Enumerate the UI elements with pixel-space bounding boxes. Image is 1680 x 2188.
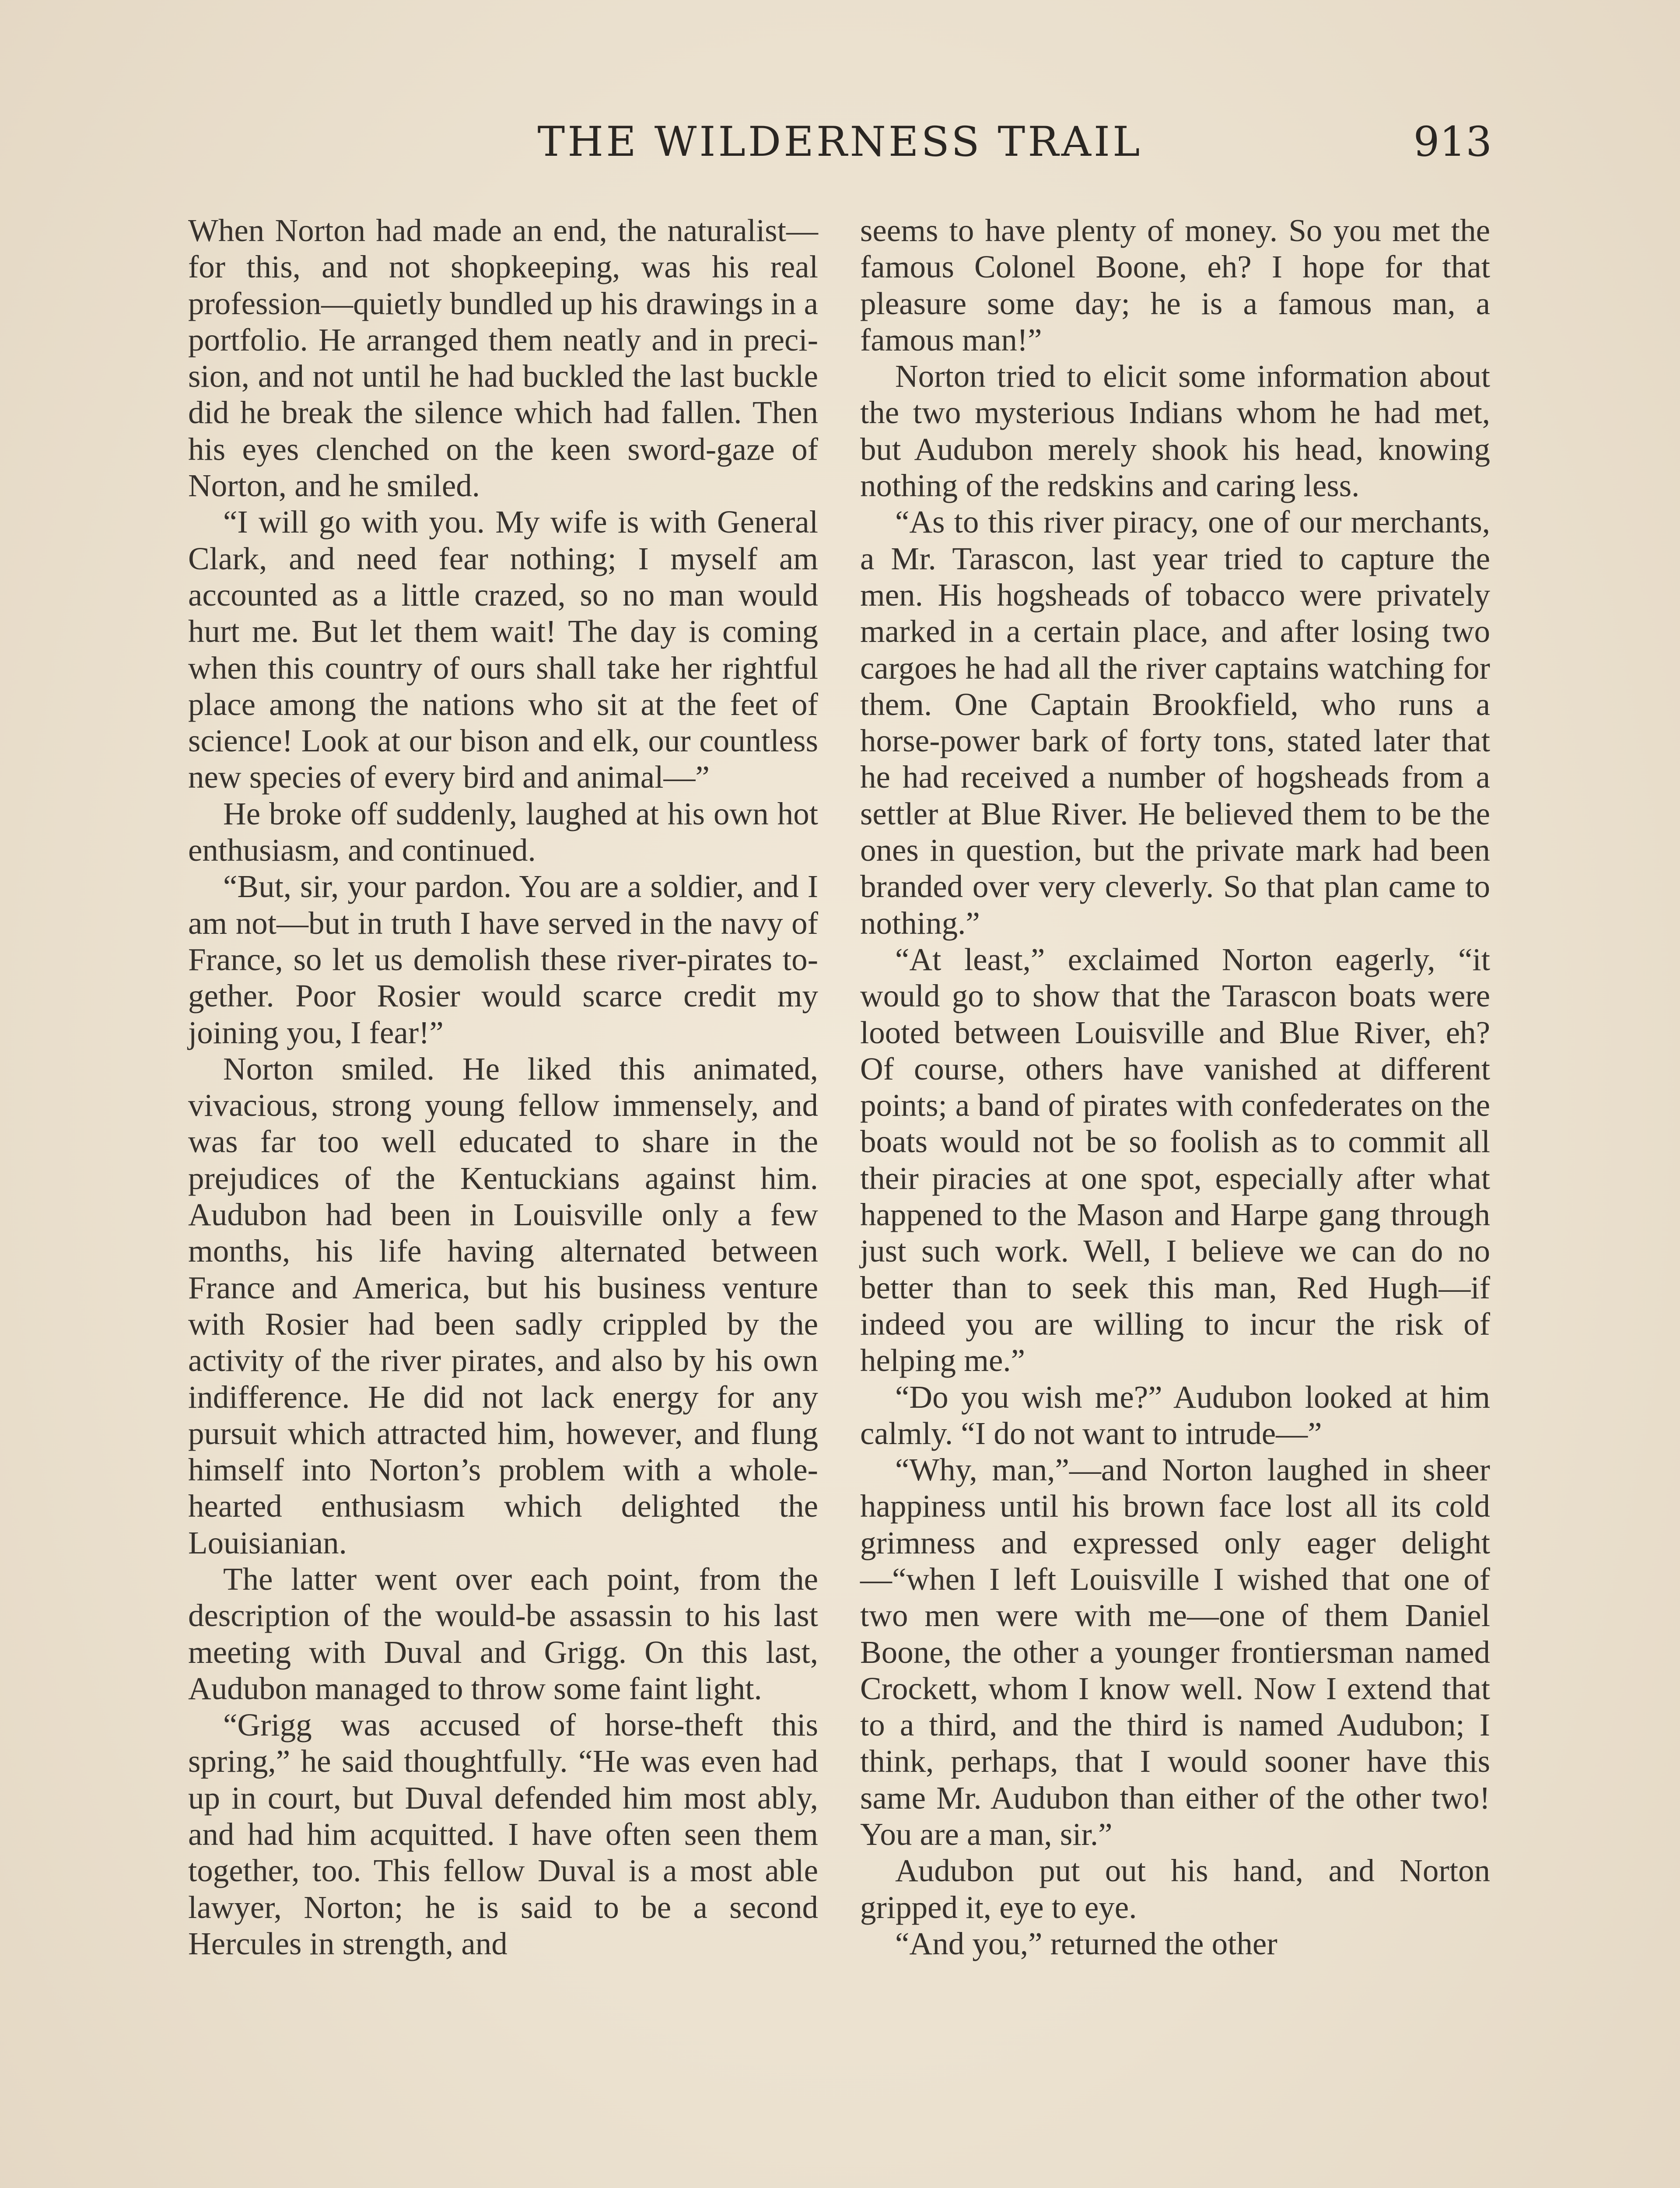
paragraph: “And you,” returned the other — [895, 1925, 1278, 1961]
page-number: 913 — [1413, 118, 1492, 166]
paragraph: Audubon put out his hand, and Norton gripped it, eye to eye. — [860, 1853, 1490, 1925]
paragraph: “Why, man,”—and Norton laughed in sheer happiness until his brown face lost all its cold grimness and expressed only eager delight—“when I left Louisville I wished that one of two men were with me—one of them Daniel Boone, the other a younger frontiersman named Crockett, whom I know well. Now I extend that to a third, and the third is named Audubon; I think, perhaps, that I would sooner have this same Mr. Audubon than either of the other two! You are a man, sir.” — [860, 1452, 1490, 1852]
paragraph: “I will go with you. My wife is with General Clark, and need fear nothing; I myself am accounted as a little crazed, so no man would hurt me. But let them wait! The day is coming when this country of ours shall take her rightful place among the nations who sit at the feet of science! Look at our bison and elk, our countless new species of every bird and animal—” — [188, 504, 818, 795]
text-column-right — [860, 212, 1490, 1962]
running-title: THE WILDERNESS TRAIL — [537, 118, 1143, 166]
paragraph: Norton tried to elicit some information about the two mysterious Indians whom he had met, but Audubon merely shook his head, knowing nothing of the redskins and caring less. — [860, 358, 1490, 504]
page-header — [188, 118, 1492, 175]
paragraph: He broke off suddenly, laughed at his own hot enthusiasm, and continued. — [188, 796, 818, 868]
paragraph: The latter went over each point, from the description of the would-be assassin to his last meeting with Duval and Grigg. On this last, Audubon managed to throw some faint light. — [188, 1561, 818, 1706]
paragraph: “But, sir, your pardon. You are a soldier, and I am not—but in truth I have served in the navy of France, so let us demolish these river-pirates together. Poor Rosier would scarce credit my joining you, I fear!” — [188, 869, 818, 1050]
paragraph: “Grigg was accused of horse-theft this spring,” he said thoughtfully. “He was even had up in court, but Duval defended him most ably, and had him acquitted. I have often seen them together, too. This fellow Duval is a most able lawyer, Norton; he is said to be a second Hercules in strength, and — [188, 1707, 818, 1961]
paragraph: “Do you wish me?” Audubon looked at him calmly. “I do not want to intrude—” — [860, 1379, 1490, 1451]
paragraph: seems to have plenty of money. So you met the famous Colonel Boone, eh? I hope for that pleasure some day; he is a famous man, a famous man!” — [860, 213, 1490, 358]
paragraph: When Norton had made an end, the naturalist—for this, and not shopkeeping, was his real profession—quietly bundled up his drawings in a portfolio. He arranged them neatly and in precision, and not until he had buckled the last buckle did he break the silence which had fallen. Then his eyes clenched on the keen sword-gaze of Norton, and he smiled. — [188, 213, 818, 504]
paragraph: “As to this river piracy, one of our merchants, a Mr. Tarascon, last year tried to capture the men. His hogsheads of tobacco were privately marked in a certain place, and after losing two cargoes he had all the river captains watching for them. One Captain Brookfield, who runs a horse-power bark of forty tons, stated later that he had received a number of hogsheads from a settler at Blue River. He believed them to be the ones in question, but the private mark had been branded over very cleverly. So that plan came to nothing.” — [860, 504, 1490, 941]
paragraph: “At least,” exclaimed Norton eagerly, “it would go to show that the Tarascon boats were looted between Louisville and Blue River, eh? Of course, others have vanished at different points; a band of pirates with confederates on the boats would not be so foolish as to commit all their piracies at one spot, especially after what happened to the Mason and Harpe gang through just such work. Well, I believe we can do no better than to seek this man, Red Hugh—if indeed you are willing to incur the risk of helping me.” — [860, 941, 1490, 1378]
paragraph: Norton smiled. He liked this animated, vivacious, strong young fellow immensely, and was far too well educated to share in the prejudices of the Kentuckians against him. Audubon had been in Louisville only a few months, his life having alternated between France and America, but his business venture with Rosier had been sadly crippled by the activity of the river pirates, and also by his own indifference. He did not lack energy for any pursuit which attracted him, however, and flung himself into Norton’s problem with a whole-hearted enthusiasm which delighted the Louisianian. — [188, 1051, 818, 1560]
text-column-left — [188, 212, 818, 1962]
